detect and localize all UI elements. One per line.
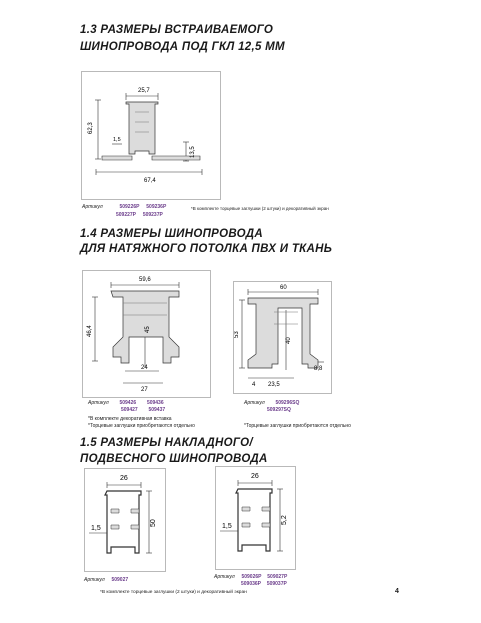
dim-label: 67,4 [144,178,156,184]
article-caption [244,400,299,406]
article-label: Артикул [88,400,109,406]
dim-label: 40 [286,337,292,344]
profile-drawing-svg [85,469,165,571]
article-caption-row2 [116,212,163,218]
dim-label: 23,5 [268,382,280,388]
article-code: 509437 [148,407,166,413]
article-caption [84,577,128,583]
drawing-surface-profile-b [215,466,296,570]
dim-label: 26 [251,473,259,480]
article-label: Артикул [214,574,235,580]
article-caption-row2 [121,407,165,413]
section-title-line: 1.3 РАЗМЕРЫ ВСТРАИВАЕМОГО [80,24,274,36]
dim-label: 50 [150,519,157,527]
dim-label: 24 [141,365,148,371]
drawing-surface-profile-a [84,468,166,572]
profile-drawing-svg [216,467,295,569]
dim-label: 4 [252,382,256,388]
dim-label: 60 [280,285,287,291]
section-title-line: 1.5 РАЗМЕРЫ НАКЛАДНОГО/ [80,437,253,449]
drawing-stretch-ceiling-profile-a [82,270,211,398]
dim-label: 1,5 [113,137,121,143]
dim-label: 25,7 [138,88,150,94]
profile-drawing-svg [83,271,210,397]
article-caption-row2 [267,407,291,413]
dim-label: 8,8 [314,366,323,372]
article-caption [88,400,164,406]
article-caption [214,574,287,580]
dim-label: 59,6 [139,277,151,283]
kit-note: *В комплекте декоративная вставка [88,416,172,422]
profile-drawing-svg [82,72,220,199]
article-caption [82,204,166,210]
article-code: 509037P [266,581,287,587]
dim-label: 13,5 [190,146,196,158]
article-label: Артикул [84,577,105,583]
article-code: 509027 [111,577,129,583]
article-code: 509036P [241,581,262,587]
section-title-line: 1.4 РАЗМЕРЫ ШИНОПРОВОДА [80,228,263,240]
kit-note: *Торцевые заглушки приобретаются отдельно [244,423,351,429]
drawing-gkl-profile [81,71,221,200]
dim-label: 1,5 [222,523,232,530]
article-caption-row2 [241,581,287,587]
article-code: 509227P [116,212,137,218]
dim-label: 53 [234,331,240,338]
dim-label: 45 [145,326,151,333]
article-code: 509026P [241,574,262,580]
article-code: 509027P [267,574,288,580]
article-code: 509226P [119,204,140,210]
section-title-line: ДЛЯ НАТЯЖНОГО ПОТОЛКА ПВХ И ТКАНЬ [80,243,333,255]
article-code: 509296SQ [275,400,300,406]
dim-label: 26 [120,475,128,482]
footnote: *В комплекте торцевые заглушки (2 штуки) и декоративный экран [100,590,247,595]
article-code: 509427 [121,407,138,413]
profile-drawing-svg [234,282,331,393]
dim-label: 1,5 [91,525,101,532]
kit-note: *Торцевые заглушки приобретаются отдельно [88,423,195,429]
section-title-line: ШИНОПРОВОДА ПОД ГКЛ 12,5 ММ [80,41,285,53]
dim-label: 5,2 [281,515,288,525]
article-code: 509236P [146,204,167,210]
page-number: 4 [395,588,399,595]
section-title-line: ПОДВЕСНОГО ШИНОПРОВОДА [80,453,268,465]
kit-note: *В комплекте торцевые заглушки (2 штуки) и декоративный экран [191,206,329,211]
dim-label: 46,4 [87,325,93,337]
article-code: 509436 [146,400,164,406]
article-code: 509297SQ [267,407,291,413]
article-code: 509426 [119,400,137,406]
article-label: Артикул [244,400,265,406]
article-label: Артикул [82,204,103,210]
dim-label: 62,3 [88,122,94,134]
drawing-stretch-ceiling-profile-b [233,281,332,394]
article-code: 509237P [142,212,163,218]
dim-label: 27 [141,387,148,393]
